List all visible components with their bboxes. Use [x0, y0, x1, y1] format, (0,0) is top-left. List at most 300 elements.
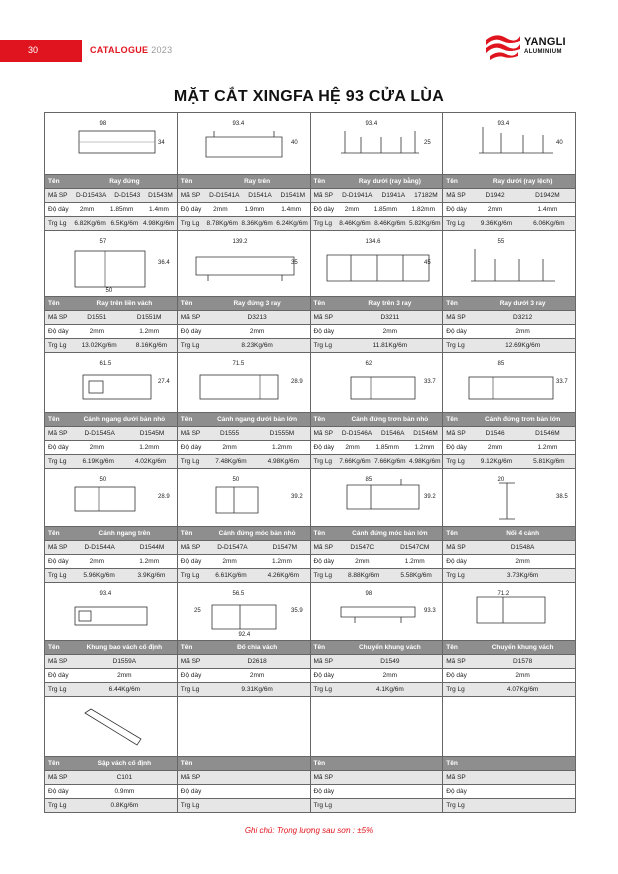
thickness-row [45, 441, 576, 455]
weight-row [45, 217, 576, 231]
value-group [470, 430, 575, 437]
value: 13.02Kg/6m [81, 342, 117, 349]
value-group [205, 558, 310, 565]
row-label: Tên [446, 300, 458, 307]
weight-cell [311, 683, 444, 697]
value-group [338, 220, 443, 227]
code-line [443, 427, 575, 440]
value-group [338, 544, 443, 551]
row-label: Mã SP [48, 774, 68, 781]
name-cell [443, 527, 576, 541]
name-row [45, 413, 576, 427]
value-group [470, 328, 575, 335]
value: 1.2mm [139, 444, 160, 451]
value-group [205, 658, 310, 665]
thickness-cell [443, 555, 576, 569]
value: 4.98Kg/6m [142, 220, 175, 227]
name-cell [443, 757, 576, 771]
profile-name: Khung bao vách cố định [86, 644, 163, 651]
weight-line [178, 569, 310, 582]
weight-cell [45, 455, 178, 469]
value: D3211 [380, 314, 400, 321]
name-line [443, 413, 575, 426]
value-group [338, 328, 443, 335]
code-row [45, 771, 576, 785]
value: 4.98Kg/6m [409, 458, 441, 465]
profile-section-drawing [178, 231, 311, 297]
value: 5.81Kg/6m [533, 458, 565, 465]
image-row [45, 113, 576, 175]
row-label: Trg Lg [180, 802, 200, 809]
row-label: Mã SP [313, 430, 334, 437]
weight-line [178, 455, 310, 468]
image-row [45, 469, 576, 527]
value-group [205, 672, 310, 679]
code-cell [45, 655, 178, 669]
row-label: Độ dày [48, 328, 69, 335]
thickness-line [45, 441, 177, 454]
value-group [72, 220, 177, 227]
row-label: Độ dày [313, 206, 335, 213]
row-label: Tên [313, 644, 326, 651]
value: 5.96Kg/6m [83, 572, 115, 579]
thickness-line [178, 203, 310, 216]
value-group [470, 342, 575, 349]
row-label: Trg Lg [313, 220, 333, 227]
name-cell [311, 297, 444, 311]
thickness-line [311, 555, 443, 568]
row-label: Trg Lg [446, 802, 465, 809]
value: 2mm [345, 444, 360, 451]
thickness-cell [45, 325, 178, 339]
thickness-cell [443, 203, 576, 217]
thickness-cell [443, 785, 576, 799]
value-group [72, 544, 177, 551]
code-cell [443, 771, 576, 785]
profile-image-cell [311, 583, 444, 641]
row-label: Tên [48, 416, 60, 423]
value: 2mm [344, 206, 360, 213]
thickness-line [443, 669, 575, 682]
code-cell [311, 771, 444, 785]
thickness-cell [45, 555, 178, 569]
weight-line [311, 683, 443, 696]
profile-image-cell [45, 583, 178, 641]
profile-section-drawing [311, 113, 444, 175]
value: 2mm [117, 672, 132, 679]
weight-cell [178, 683, 311, 697]
row-label: Trg Lg [48, 802, 67, 809]
weight-row [45, 569, 576, 583]
name-row [45, 757, 576, 771]
row-label: Trg Lg [313, 802, 333, 809]
weight-cell [311, 217, 444, 231]
value-group [205, 314, 310, 321]
code-cell [178, 541, 311, 555]
value: D1942M [535, 192, 560, 199]
page-number: 30 [28, 45, 39, 55]
value: 1.2mm [537, 444, 558, 451]
name-line [178, 413, 310, 426]
profile-name: Chuyển khung vách [491, 644, 554, 651]
profile-image-cell [178, 697, 311, 757]
value: 0.9mm [114, 788, 135, 795]
row-label: Tên [180, 760, 193, 767]
weight-line [178, 799, 310, 812]
profile-section-drawing [178, 469, 311, 527]
value: 8.46Kg/6m [339, 220, 371, 227]
row-label: Trg Lg [446, 220, 465, 227]
profile-image-cell [311, 113, 444, 175]
weight-line [443, 455, 575, 468]
thickness-line [45, 203, 177, 216]
code-cell [45, 427, 178, 441]
dimension-label: 56.5 [232, 591, 244, 597]
name-line [311, 757, 443, 770]
value: 1.2mm [139, 328, 160, 335]
code-line [45, 427, 177, 440]
name-row [45, 297, 576, 311]
row-label: Trg Lg [446, 572, 465, 579]
value: 3.73Kg/6m [506, 572, 539, 579]
weight-line [178, 217, 310, 230]
code-line [178, 771, 310, 784]
value-group [72, 774, 177, 781]
code-row [45, 427, 576, 441]
row-label: Mã SP [48, 544, 68, 551]
row-label: Trg Lg [48, 458, 67, 465]
profile-section-drawing [45, 113, 178, 175]
value: 3.9Kg/6m [137, 572, 166, 579]
profile-image-cell [311, 353, 444, 413]
value: D1541M [280, 192, 306, 199]
name-line [311, 641, 443, 654]
thickness-line [311, 441, 443, 454]
value: D-D1545A [84, 430, 115, 437]
weight-cell [443, 799, 576, 813]
name-cell [45, 297, 178, 311]
dimension-label: 57 [99, 239, 107, 245]
value: 6.61Kg/6m [215, 572, 247, 579]
weight-line [178, 683, 310, 696]
page-title: MẶT CẮT XINGFA HỆ 93 CỬA LÙA [173, 88, 445, 105]
value-group [338, 444, 443, 451]
row-label: Tên [313, 300, 326, 307]
value: 1.85mm [375, 444, 399, 451]
value-group [205, 328, 310, 335]
thickness-line [443, 325, 575, 338]
value: 2mm [89, 444, 105, 451]
weight-line [443, 683, 575, 696]
row-label: Tên [313, 178, 326, 185]
value: D3213 [247, 314, 267, 321]
profile-name: Cánh đứng móc bản lớn [352, 530, 428, 537]
dimension-label: 36.4 [158, 260, 170, 266]
thickness-line [443, 441, 575, 454]
row-label: Tên [180, 300, 193, 307]
value-group [72, 328, 177, 335]
profile-image-cell [45, 697, 178, 757]
value: 2mm [487, 206, 503, 213]
row-label: Mã SP [446, 658, 466, 665]
profile-name: Cánh ngang dưới bản nhỏ [83, 416, 166, 423]
thickness-line [443, 555, 575, 568]
row-label: Tên [48, 530, 60, 537]
name-cell [45, 175, 178, 189]
value-group [338, 672, 443, 679]
weight-cell [45, 339, 178, 353]
row-label: Mã SP [48, 430, 68, 437]
weight-line [45, 217, 177, 230]
value: 2mm [213, 206, 228, 213]
row-label: Độ dày [313, 558, 335, 565]
weight-line [311, 799, 443, 812]
profile-section-drawing [443, 231, 576, 297]
value: 8.88Kg/6m [347, 572, 380, 579]
row-label: Tên [313, 530, 326, 537]
value: D1545M [139, 430, 165, 437]
value: D1541A [248, 192, 272, 199]
row-label: Độ dày [48, 672, 69, 679]
value: 5.82Kg/6m [409, 220, 441, 227]
value-group [470, 192, 575, 199]
dimension-label: 134.6 [365, 239, 381, 245]
profile-section-drawing [45, 353, 178, 413]
name-line [443, 175, 575, 188]
dimension-label: 34 [158, 140, 165, 146]
value-group [205, 220, 310, 227]
value-group [470, 220, 575, 227]
value-group [338, 686, 443, 693]
code-line [443, 541, 575, 554]
profile-image-cell [178, 583, 311, 641]
dimension-label: 40 [556, 140, 563, 146]
value: 2mm [515, 672, 530, 679]
profile-name: Đố chia vách [237, 644, 278, 651]
code-cell [178, 771, 311, 785]
dimension-label: 27.4 [158, 379, 170, 385]
dimension-label: 40 [290, 140, 298, 146]
dimension-label: 20 [497, 477, 505, 483]
profile-name: Ray đứng 3 ray [233, 300, 281, 307]
row-label: Trg Lg [180, 686, 200, 693]
thickness-line [443, 203, 575, 216]
code-cell [443, 189, 576, 203]
value: 4.07Kg/6m [506, 686, 539, 693]
code-line [311, 655, 443, 668]
row-label: Độ dày [48, 788, 69, 795]
value-group [205, 430, 310, 437]
row-label: Trg Lg [313, 686, 333, 693]
page-number-tab [0, 40, 82, 62]
name-cell [45, 757, 178, 771]
value: 8.23Kg/6m [241, 342, 273, 349]
profile-name: Cánh đứng móc bản nhỏ [218, 530, 296, 537]
value: 2mm [382, 328, 398, 335]
code-line [443, 311, 575, 324]
name-cell [443, 641, 576, 655]
row-label: Tên [180, 530, 193, 537]
value-group [338, 314, 443, 321]
profile-image-cell [45, 353, 178, 413]
dimension-label: 85 [365, 477, 372, 483]
value: 1.2mm [139, 558, 160, 565]
profile-image-cell [443, 469, 576, 527]
value: 17182M [414, 192, 438, 199]
weight-cell [178, 339, 311, 353]
profile-image-cell [178, 113, 311, 175]
value: D1546M [535, 430, 560, 437]
name-row [45, 527, 576, 541]
name-line [443, 297, 575, 310]
profile-name: Cánh đứng trơn bản lớn [484, 416, 561, 423]
value: 9.31Kg/6m [241, 686, 273, 693]
code-cell [45, 311, 178, 325]
row-label: Độ dày [48, 558, 69, 565]
value-group [338, 342, 443, 349]
name-line [45, 757, 177, 770]
value-group [470, 314, 575, 321]
profile-name: Nối 4 cánh [506, 530, 540, 537]
thickness-line [311, 325, 443, 338]
code-line [178, 655, 310, 668]
weight-line [443, 217, 575, 230]
value: D2618 [247, 658, 267, 665]
name-cell [311, 413, 444, 427]
profile-section-drawing [443, 113, 576, 175]
row-label: Mã SP [446, 192, 466, 199]
row-label: Tên [313, 416, 326, 423]
name-cell [443, 297, 576, 311]
profile-name: Chuyển khung vách [358, 644, 421, 651]
code-row [45, 541, 576, 555]
weight-line [45, 339, 177, 352]
value: D-D1544A [84, 544, 115, 551]
value: 2mm [89, 558, 105, 565]
name-cell [443, 175, 576, 189]
thickness-cell [311, 203, 444, 217]
code-cell [311, 541, 444, 555]
dimension-label: 98 [99, 121, 107, 127]
value: 6.24Kg/6m [276, 220, 308, 227]
weight-line [443, 569, 575, 582]
thickness-cell [178, 785, 311, 799]
row-label: Tên [180, 416, 193, 423]
thickness-cell [178, 441, 311, 455]
thickness-line [178, 325, 310, 338]
row-label: Độ dày [48, 206, 69, 213]
thickness-cell [45, 785, 178, 799]
name-cell [45, 527, 178, 541]
image-row [45, 697, 576, 757]
weight-cell [443, 217, 576, 231]
code-line [443, 189, 575, 202]
profile-section-drawing [45, 231, 178, 297]
row-label: Trg Lg [180, 458, 200, 465]
profile-section-drawing [311, 231, 444, 297]
code-cell [45, 771, 178, 785]
row-label: Tên [446, 760, 458, 767]
weight-cell [311, 569, 444, 583]
profile-image-cell [443, 113, 576, 175]
row-label: Độ dày [446, 444, 467, 451]
name-cell [311, 757, 444, 771]
row-label: Trg Lg [313, 572, 333, 579]
value: 0.8Kg/6m [110, 802, 139, 809]
value: 2mm [79, 206, 95, 213]
value-group [72, 672, 177, 679]
value: 8.46Kg/6m [374, 220, 406, 227]
weight-cell [45, 799, 178, 813]
dimension-label: 93.4 [99, 591, 112, 597]
row-label: Trg Lg [313, 458, 333, 465]
row-label: Mã SP [313, 658, 334, 665]
weight-cell [311, 339, 444, 353]
dimension-label: 50 [105, 288, 113, 294]
name-line [178, 297, 310, 310]
value: D1543M [148, 192, 173, 199]
code-line [178, 541, 310, 554]
row-label: Mã SP [446, 774, 466, 781]
thickness-cell [178, 325, 311, 339]
value: 2mm [249, 672, 265, 679]
value-group [338, 192, 443, 199]
value: 8.16Kg/6m [135, 342, 168, 349]
value-group [205, 544, 310, 551]
row-label: Độ dày [313, 444, 335, 451]
name-cell [178, 297, 311, 311]
weight-line [443, 799, 575, 812]
profile-image-cell [311, 697, 444, 757]
value: D1551M [136, 314, 162, 321]
value: D-D1547A [217, 544, 248, 551]
code-cell [443, 541, 576, 555]
weight-note: Ghi chú: Trọng lượng sau sơn : ±5% [244, 826, 374, 835]
row-label: Độ dày [446, 206, 467, 213]
row-label: Tên [48, 644, 60, 651]
image-row [45, 353, 576, 413]
value: 11.81Kg/6m [372, 342, 408, 349]
profile-section-drawing [311, 583, 444, 641]
profile-image-cell [178, 231, 311, 297]
value-group [470, 686, 575, 693]
weight-line [178, 339, 310, 352]
value: 7.66Kg/6m [339, 458, 371, 465]
dimension-label: 98 [365, 591, 372, 597]
profile-section-drawing [311, 469, 444, 527]
value-group [205, 192, 310, 199]
weight-line [45, 455, 177, 468]
row-label: Độ dày [180, 444, 202, 451]
value: D1555 [220, 430, 240, 437]
code-line [178, 427, 310, 440]
code-cell [45, 189, 178, 203]
dimension-label: 93.4 [497, 121, 510, 127]
row-label: Mã SP [180, 430, 201, 437]
name-line [45, 297, 177, 310]
thickness-line [443, 785, 575, 798]
value: D1555M [269, 430, 295, 437]
thickness-line [45, 785, 177, 798]
thickness-cell [311, 669, 444, 683]
thickness-cell [311, 441, 444, 455]
code-cell [45, 541, 178, 555]
value: 1.2mm [272, 558, 292, 565]
thickness-cell [311, 785, 444, 799]
dimension-label: 93.4 [232, 121, 244, 127]
value-group [72, 658, 177, 665]
value: D-D1546A [341, 430, 373, 437]
